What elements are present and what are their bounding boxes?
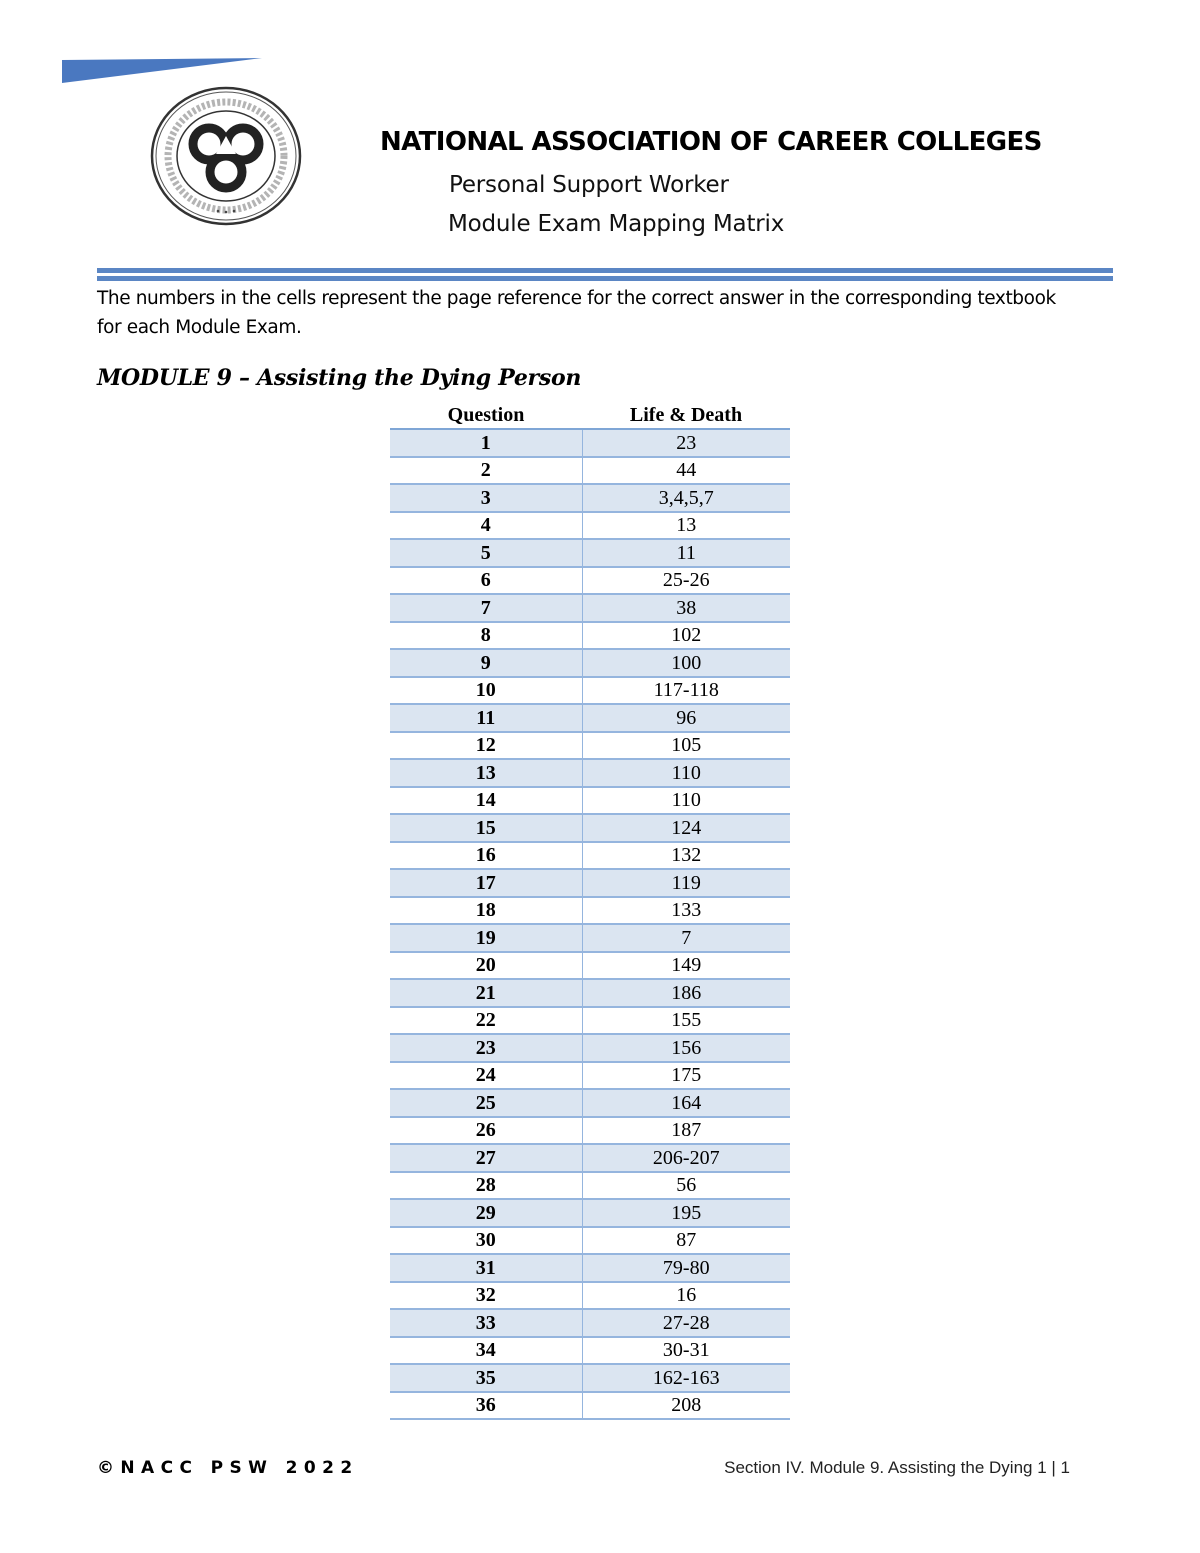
question-number-cell: 27 (390, 1144, 582, 1172)
table-row (390, 484, 790, 512)
question-number-cell: 32 (390, 1282, 582, 1310)
table-row (390, 1007, 790, 1035)
column-header-life-death: Life & Death (582, 402, 790, 429)
table-row (390, 732, 790, 760)
question-number-cell: 18 (390, 897, 582, 925)
question-number-cell: 29 (390, 1199, 582, 1227)
page-reference-cell: 110 (582, 759, 790, 787)
page-reference-cell: 79-80 (582, 1254, 790, 1282)
table-header-row (390, 402, 790, 429)
question-number-cell: 33 (390, 1309, 582, 1337)
page-reference-cell: 56 (582, 1172, 790, 1200)
question-number-cell: 17 (390, 869, 582, 897)
question-number-cell: 24 (390, 1062, 582, 1090)
intro-text: The numbers in the cells represent the page reference for the correct answer in the corresponding textbook for each Module Exam. (97, 288, 1056, 338)
table-row (390, 1364, 790, 1392)
table-row (390, 704, 790, 732)
question-number-cell: 1 (390, 429, 582, 457)
page-reference-cell: 96 (582, 704, 790, 732)
table-row (390, 924, 790, 952)
table-row (390, 1034, 790, 1062)
question-number-cell: 9 (390, 649, 582, 677)
question-number-cell: 34 (390, 1337, 582, 1365)
table-row (390, 567, 790, 595)
table-row (390, 622, 790, 650)
question-number-cell: 35 (390, 1364, 582, 1392)
table-row (390, 814, 790, 842)
question-number-cell: 14 (390, 787, 582, 815)
header-divider-bottom (97, 276, 1113, 281)
question-number-cell: 3 (390, 484, 582, 512)
table-row (390, 429, 790, 457)
table-row (390, 979, 790, 1007)
page-reference-cell: 155 (582, 1007, 790, 1035)
table-row (390, 539, 790, 567)
page-reference-cell: 16 (582, 1282, 790, 1310)
organization-title: NATIONAL ASSOCIATION OF CAREER COLLEGES (380, 127, 1042, 157)
page-reference-cell: 87 (582, 1227, 790, 1255)
table-row (390, 759, 790, 787)
page-reference-cell: 102 (582, 622, 790, 650)
table-row (390, 787, 790, 815)
table-row (390, 1172, 790, 1200)
page-reference-cell: 30-31 (582, 1337, 790, 1365)
question-number-cell: 10 (390, 677, 582, 705)
question-number-cell: 36 (390, 1392, 582, 1420)
page-reference-cell: 132 (582, 842, 790, 870)
corner-banner (62, 58, 262, 83)
table-row (390, 1199, 790, 1227)
page-reference-cell: 119 (582, 869, 790, 897)
module-heading: MODULE 9 – Assisting the Dying Person (97, 365, 582, 391)
question-number-cell: 30 (390, 1227, 582, 1255)
question-number-cell: 2 (390, 457, 582, 485)
question-number-cell: 11 (390, 704, 582, 732)
page-reference-cell: 44 (582, 457, 790, 485)
page-reference-cell: 175 (582, 1062, 790, 1090)
question-number-cell: 13 (390, 759, 582, 787)
column-header-question: Question (390, 402, 582, 429)
footer-page-info: Section IV. Module 9. Assisting the Dying 1 | 1 (724, 1458, 1070, 1477)
table-row (390, 1227, 790, 1255)
table-row (390, 1117, 790, 1145)
page-reference-cell: 110 (582, 787, 790, 815)
header-divider-top (97, 268, 1113, 273)
page-reference-cell: 208 (582, 1392, 790, 1420)
question-number-cell: 7 (390, 594, 582, 622)
question-number-cell: 22 (390, 1007, 582, 1035)
association-seal-logo (148, 84, 304, 228)
footer-copyright: ©NACC PSW 2022 (97, 1458, 359, 1478)
document-type-subtitle: Module Exam Mapping Matrix (448, 211, 785, 237)
page-reference-cell: 3,4,5,7 (582, 484, 790, 512)
question-number-cell: 31 (390, 1254, 582, 1282)
page-reference-cell: 195 (582, 1199, 790, 1227)
question-number-cell: 20 (390, 952, 582, 980)
page-reference-cell: 13 (582, 512, 790, 540)
page-reference-cell: 124 (582, 814, 790, 842)
question-number-cell: 16 (390, 842, 582, 870)
table-row (390, 1062, 790, 1090)
page-reference-cell: 186 (582, 979, 790, 1007)
table-row (390, 897, 790, 925)
question-number-cell: 23 (390, 1034, 582, 1062)
page-reference-cell: 7 (582, 924, 790, 952)
table-row (390, 649, 790, 677)
table-row (390, 512, 790, 540)
table-row (390, 1392, 790, 1420)
table-row (390, 594, 790, 622)
program-subtitle: Personal Support Worker (449, 172, 729, 198)
question-number-cell: 8 (390, 622, 582, 650)
question-number-cell: 5 (390, 539, 582, 567)
page-reference-cell: 23 (582, 429, 790, 457)
page-reference-cell: 100 (582, 649, 790, 677)
page-reference-cell: 105 (582, 732, 790, 760)
table-row (390, 457, 790, 485)
page-reference-cell: 164 (582, 1089, 790, 1117)
table-row (390, 1282, 790, 1310)
question-number-cell: 6 (390, 567, 582, 595)
table-row (390, 952, 790, 980)
table-row (390, 1337, 790, 1365)
table-row (390, 869, 790, 897)
table-row (390, 1309, 790, 1337)
table-row (390, 842, 790, 870)
question-number-cell: 12 (390, 732, 582, 760)
page-reference-cell: 206-207 (582, 1144, 790, 1172)
page-reference-cell: 156 (582, 1034, 790, 1062)
page-reference-cell: 25-26 (582, 567, 790, 595)
page-reference-cell: 133 (582, 897, 790, 925)
table-row (390, 677, 790, 705)
page-reference-cell: 27-28 (582, 1309, 790, 1337)
page-reference-cell: 11 (582, 539, 790, 567)
page-reference-cell: 149 (582, 952, 790, 980)
question-number-cell: 21 (390, 979, 582, 1007)
table-row (390, 1089, 790, 1117)
table-row (390, 1254, 790, 1282)
page-reference-cell: 162-163 (582, 1364, 790, 1392)
mapping-table (390, 402, 790, 1420)
question-number-cell: 19 (390, 924, 582, 952)
page-reference-cell: 117-118 (582, 677, 790, 705)
page-reference-cell: 187 (582, 1117, 790, 1145)
table-body (390, 429, 790, 1419)
question-number-cell: 25 (390, 1089, 582, 1117)
table-row (390, 1144, 790, 1172)
question-number-cell: 4 (390, 512, 582, 540)
question-number-cell: 28 (390, 1172, 582, 1200)
question-number-cell: 26 (390, 1117, 582, 1145)
page-reference-cell: 38 (582, 594, 790, 622)
question-number-cell: 15 (390, 814, 582, 842)
